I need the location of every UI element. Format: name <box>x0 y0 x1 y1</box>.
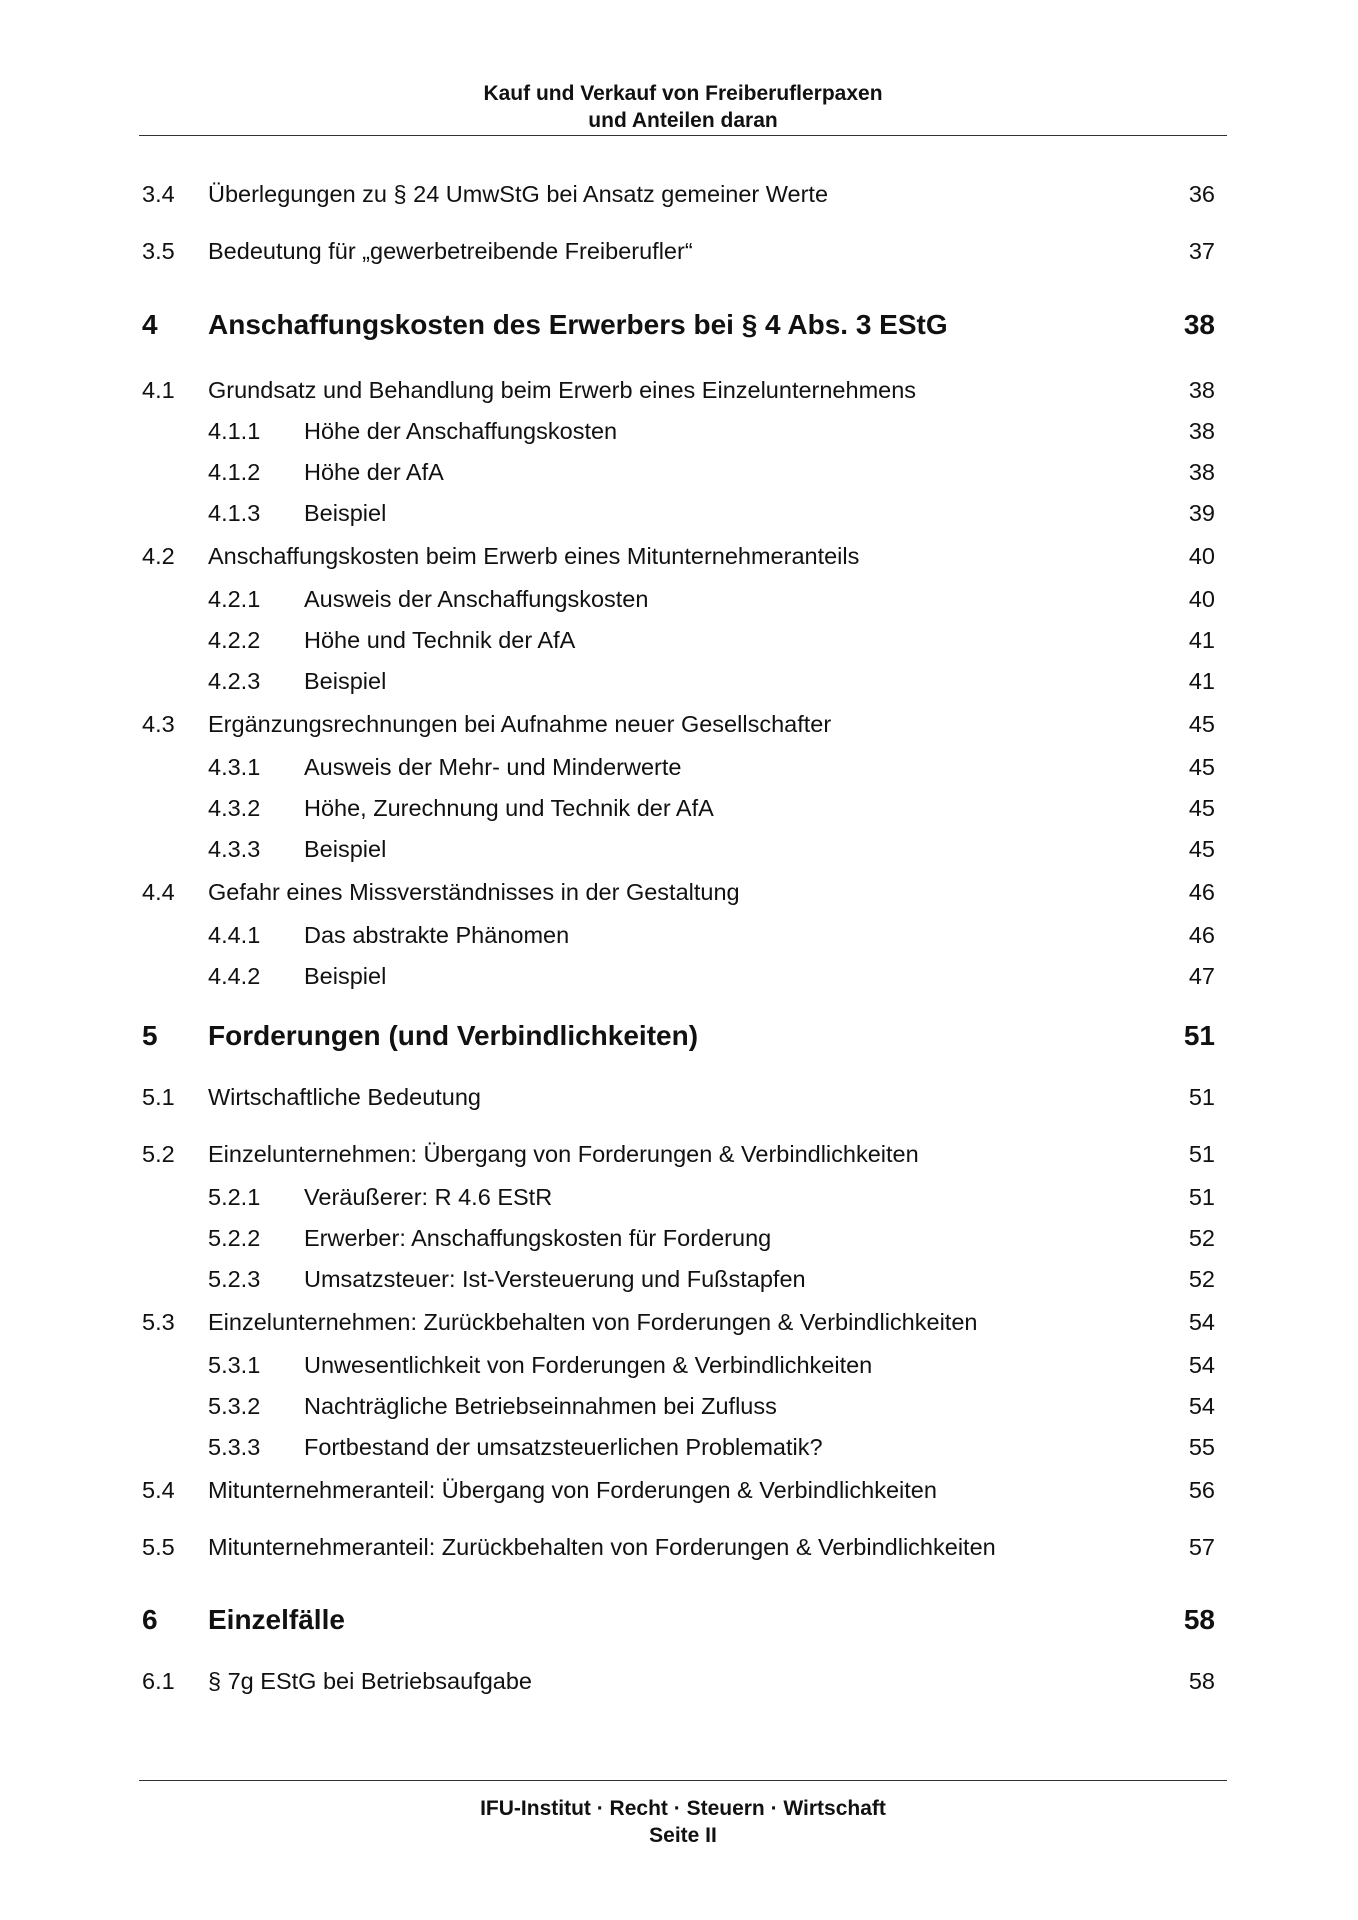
toc-page-number: 45 <box>1188 795 1215 821</box>
toc-title: Beispiel <box>304 500 387 526</box>
toc-page-number: 54 <box>1188 1352 1215 1378</box>
footer-institute: IFU-Institut · Recht · Steuern · Wirtschaft <box>480 1797 886 1820</box>
toc-number: 5.3.3 <box>208 1434 261 1460</box>
toc-page-number: 54 <box>1188 1393 1215 1419</box>
toc-section[interactable] <box>0 234 1358 268</box>
footer-page-number: Seite II <box>649 1824 717 1847</box>
toc-page-number: 51 <box>1188 1141 1215 1167</box>
toc-number: 4.1.2 <box>208 459 261 485</box>
toc-chapter[interactable] <box>0 308 1358 342</box>
toc-page-number: 58 <box>1188 1668 1215 1694</box>
toc-section[interactable] <box>0 1080 1358 1114</box>
toc-section[interactable] <box>0 373 1358 407</box>
toc-title: Nachträgliche Betriebseinnahmen bei Zufluss <box>304 1393 777 1419</box>
toc-number: 4.1 <box>142 377 175 403</box>
toc-title: Unwesentlichkeit von Forderungen & Verbindlichkeiten <box>304 1352 873 1378</box>
toc-title: Höhe und Technik der AfA <box>304 627 576 653</box>
toc-title: Fortbestand der umsatzsteuerlichen Problematik? <box>304 1434 823 1460</box>
toc-number: 4.2 <box>142 543 175 569</box>
toc-page-number: 45 <box>1188 754 1215 780</box>
toc-number: 4.2.1 <box>208 586 261 612</box>
toc-subsection[interactable] <box>0 750 1358 784</box>
toc-page-number: 39 <box>1188 500 1215 526</box>
toc-title: Umsatzsteuer: Ist-Versteuerung und Fußstapfen <box>304 1266 806 1292</box>
toc-title: Überlegungen zu § 24 UmwStG bei Ansatz gemeiner Werte <box>208 181 829 207</box>
toc-page-number: 40 <box>1188 543 1215 569</box>
toc-subsection[interactable] <box>0 496 1358 530</box>
toc-title: Grundsatz und Behandlung beim Erwerb eines Einzelunternehmens <box>208 377 917 403</box>
toc-page-number: 45 <box>1188 711 1215 737</box>
toc-subsection[interactable] <box>0 582 1358 616</box>
toc-subsection[interactable] <box>0 918 1358 952</box>
toc-title: Wirtschaftliche Bedeutung <box>208 1084 482 1110</box>
toc-number: 3.4 <box>142 181 175 207</box>
toc-number: 5.2.3 <box>208 1266 261 1292</box>
toc-title: Ausweis der Mehr- und Minderwerte <box>304 754 682 780</box>
toc-section[interactable] <box>0 1473 1358 1507</box>
toc-page-number: 52 <box>1188 1266 1215 1292</box>
toc-number: 5.3.2 <box>208 1393 261 1419</box>
toc-title: Mitunternehmeranteil: Übergang von Forderungen & Verbindlichkeiten <box>208 1477 937 1503</box>
toc-page-number: 36 <box>1188 181 1215 207</box>
toc-page-number: 55 <box>1188 1434 1215 1460</box>
header-title-line2: und Anteilen daran <box>588 109 778 132</box>
toc-number: 5.2 <box>142 1141 175 1167</box>
page-footer <box>139 1795 1227 1849</box>
toc-subsection[interactable] <box>0 1180 1358 1214</box>
toc-number: 4.2.3 <box>208 668 261 694</box>
toc-section[interactable] <box>0 1664 1358 1698</box>
toc-title: Veräußerer: R 4.6 EStR <box>304 1184 553 1210</box>
toc-page-number: 51 <box>1188 1084 1215 1110</box>
toc-page-number: 54 <box>1188 1309 1215 1335</box>
toc-number: 5.5 <box>142 1534 175 1560</box>
toc-title: Das abstrakte Phänomen <box>304 922 570 948</box>
toc-page-number: 37 <box>1188 238 1215 264</box>
toc-subsection[interactable] <box>0 1221 1358 1255</box>
toc-page-number: 56 <box>1188 1477 1215 1503</box>
toc-title: Ergänzungsrechnungen bei Aufnahme neuer Gesellschafter <box>208 711 832 737</box>
toc-section[interactable] <box>0 177 1358 211</box>
toc-title: Höhe der Anschaffungskosten <box>304 418 618 444</box>
toc-number: 4.4 <box>142 879 175 905</box>
toc-number: 4.3.1 <box>208 754 261 780</box>
toc-subsection[interactable] <box>0 1262 1358 1296</box>
toc-number: 5.2.1 <box>208 1184 261 1210</box>
toc-number: 4.4.2 <box>208 963 261 989</box>
toc-title: Gefahr eines Missverständnisses in der Gestaltung <box>208 879 740 905</box>
toc-title: Beispiel <box>304 963 387 989</box>
toc-page-number: 45 <box>1188 836 1215 862</box>
toc-page-number: 41 <box>1188 668 1215 694</box>
toc-section[interactable] <box>0 875 1358 909</box>
toc-section[interactable] <box>0 1305 1358 1339</box>
toc-page-number: 46 <box>1188 922 1215 948</box>
toc-page-number: 51 <box>1188 1184 1215 1210</box>
toc-number: 4 <box>142 309 158 340</box>
toc-subsection[interactable] <box>0 832 1358 866</box>
toc-page-number: 38 <box>1188 377 1215 403</box>
toc-subsection[interactable] <box>0 1389 1358 1423</box>
header-title-line1: Kauf und Verkauf von Freiberuflerpaxen <box>483 82 883 105</box>
toc-title: Erwerber: Anschaffungskosten für Forderung <box>304 1225 772 1251</box>
toc-number: 5.2.2 <box>208 1225 261 1251</box>
toc-chapter[interactable] <box>0 1019 1358 1053</box>
toc-page-number: 58 <box>1183 1604 1215 1635</box>
toc-page-number: 38 <box>1188 418 1215 444</box>
toc-chapter[interactable] <box>0 1603 1358 1637</box>
toc-number: 4.4.1 <box>208 922 261 948</box>
toc-title: Höhe der AfA <box>304 459 444 485</box>
toc-title: Höhe, Zurechnung und Technik der AfA <box>304 795 714 821</box>
toc-page-number: 47 <box>1188 963 1215 989</box>
toc-title: § 7g EStG bei Betriebsaufgabe <box>208 1668 532 1694</box>
toc-number: 5.4 <box>142 1477 175 1503</box>
toc-number: 4.3.2 <box>208 795 261 821</box>
toc-title: Einzelfälle <box>208 1604 345 1635</box>
toc-page-number: 41 <box>1188 627 1215 653</box>
toc-title: Ausweis der Anschaffungskosten <box>304 586 649 612</box>
toc-subsection[interactable] <box>0 1348 1358 1382</box>
toc-subsection[interactable] <box>0 1430 1358 1464</box>
toc-title: Beispiel <box>304 836 387 862</box>
toc-number: 6.1 <box>142 1668 175 1694</box>
toc-section[interactable] <box>0 1137 1358 1171</box>
toc-title: Forderungen (und Verbindlichkeiten) <box>208 1020 699 1051</box>
toc-number: 5.3 <box>142 1309 175 1335</box>
toc-page-number: 51 <box>1183 1020 1215 1051</box>
toc-subsection[interactable] <box>0 414 1358 448</box>
toc-title: Beispiel <box>304 668 387 694</box>
toc-subsection[interactable] <box>0 664 1358 698</box>
toc-page-number: 57 <box>1188 1534 1215 1560</box>
toc-subsection[interactable] <box>0 455 1358 489</box>
toc-title: Anschaffungskosten des Erwerbers bei § 4 Abs. 3 EStG <box>208 309 948 340</box>
toc-number: 4.1.1 <box>208 418 261 444</box>
toc-page-number: 46 <box>1188 879 1215 905</box>
toc-number: 4.1.3 <box>208 500 261 526</box>
toc-number: 5.1 <box>142 1084 175 1110</box>
toc-number: 4.2.2 <box>208 627 261 653</box>
toc-subsection[interactable] <box>0 623 1358 657</box>
toc-page-number: 38 <box>1183 309 1215 340</box>
toc-number: 4.3 <box>142 711 175 737</box>
footer-divider <box>139 1780 1227 1781</box>
toc-subsection[interactable] <box>0 791 1358 825</box>
toc-section[interactable] <box>0 707 1358 741</box>
toc-section[interactable] <box>0 539 1358 573</box>
toc-number: 5.3.1 <box>208 1352 261 1378</box>
toc-number: 3.5 <box>142 238 175 264</box>
toc-section[interactable] <box>0 1530 1358 1564</box>
toc-number: 4.3.3 <box>208 836 261 862</box>
toc-page-number: 40 <box>1188 586 1215 612</box>
toc-title: Anschaffungskosten beim Erwerb eines Mitunternehmeranteils <box>208 543 860 569</box>
toc-subsection[interactable] <box>0 959 1358 993</box>
toc-title: Einzelunternehmen: Übergang von Forderungen & Verbindlichkeiten <box>208 1141 919 1167</box>
toc-title: Einzelunternehmen: Zurückbehalten von Forderungen & Verbindlichkeiten <box>208 1309 978 1335</box>
toc-number: 5 <box>142 1020 158 1051</box>
toc-number: 6 <box>142 1604 158 1635</box>
toc-title: Mitunternehmeranteil: Zurückbehalten von Forderungen & Verbindlichkeiten <box>208 1534 996 1560</box>
toc-title: Bedeutung für „gewerbetreibende Freiberufler“ <box>208 238 693 264</box>
toc-page-number: 38 <box>1188 459 1215 485</box>
toc-page-number: 52 <box>1188 1225 1215 1251</box>
